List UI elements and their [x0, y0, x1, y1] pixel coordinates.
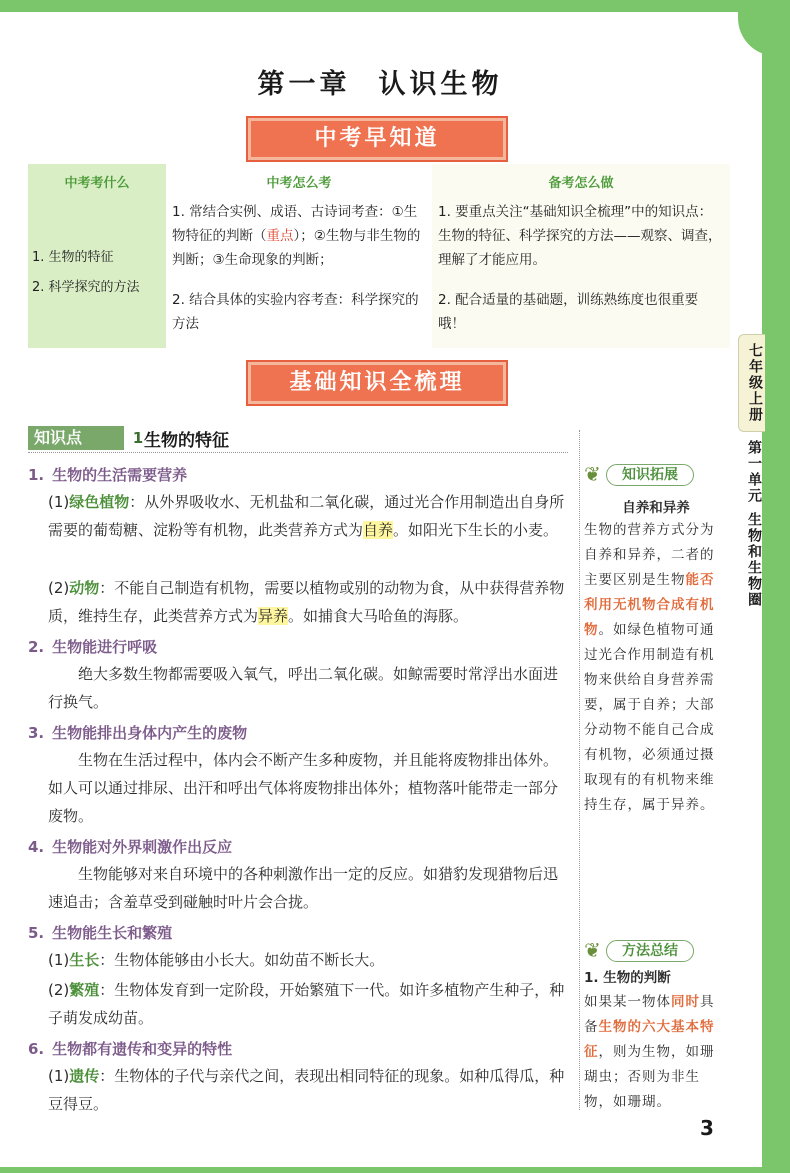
- section-paragraph: (1)生长：生物体能够由小长大。如幼苗不断长大。: [48, 951, 385, 969]
- exam-table: [28, 164, 730, 348]
- exam-how-2: 2. 结合具体的实验内容考查：科学探究的方法: [172, 292, 419, 332]
- review-banner: 基础知识全梳理: [248, 362, 506, 404]
- knowledge-point-tag: 知识点: [28, 426, 124, 450]
- sidebar-divider: [579, 430, 580, 1110]
- exam-what-item: 1. 生物的特征: [32, 250, 114, 265]
- section-paragraph: 绝大多数生物都需要吸入氧气，呼出二氧化碳。如鲸需要时常浮出水面进行换气。: [48, 665, 559, 711]
- unit-tab: 第一单元: [746, 440, 762, 504]
- highlight: 同时: [671, 994, 700, 1010]
- chapter-number: 第一章: [257, 69, 351, 100]
- highlight: 自养: [363, 521, 394, 539]
- page-number: 3: [700, 1116, 714, 1140]
- exam-prep-2: 2. 配合适量的基础题，训练熟练度也很重要哦！: [438, 292, 699, 332]
- section-heading: 2. 生物能进行呼吸: [28, 638, 158, 656]
- side-tab: [738, 334, 764, 608]
- exam-col-how: [166, 164, 433, 348]
- sidebar-title: 自养和异养: [622, 500, 690, 516]
- exam-header-what: 中考考什么: [64, 176, 130, 191]
- sidebar-text: 如果某一物体同时具备生物的六大基本特征，则为生物，如珊瑚虫；否则为非生物，如珊瑚。: [584, 994, 715, 1110]
- grade-tab: 七年级上册: [738, 334, 765, 432]
- leaf-mascot-icon: ❦: [584, 462, 601, 486]
- leaf-mascot-icon: ❦: [584, 938, 601, 962]
- section-heading: 4. 生物能对外界刺激作出反应: [28, 838, 233, 856]
- section-paragraph: (2)繁殖：生物体发育到一定阶段，开始繁殖下一代。如许多植物产生种子，种子萌发成幼苗。: [48, 981, 565, 1027]
- frame-bottom: [0, 1167, 790, 1173]
- chapter-name: 认识生物: [378, 69, 503, 100]
- knowledge-extension-badge: ❦ 知识拓展: [584, 462, 694, 488]
- section-heading: 5. 生物能生长和繁殖: [28, 924, 173, 942]
- section-paragraph: 生物能够对来自环境中的各种刺激作出一定的反应。如猎豹发现猎物后迅速追击；含羞草受到碰触时叶片会合拢。: [48, 865, 559, 911]
- section-paragraph: (1)遗传：生物体的子代与亲代之间，表现出相同特征的现象。如种瓜得瓜，种豆得豆。: [48, 1067, 565, 1113]
- highlight: 异养: [258, 607, 289, 625]
- knowledge-point-title: 生物的特征: [144, 431, 229, 451]
- section-heading: 1. 生物的生活需要营养: [28, 466, 188, 484]
- knowledge-point-number: 1: [128, 428, 148, 448]
- divider: [28, 452, 568, 453]
- exam-header-prep: 备考怎么做: [548, 176, 614, 191]
- frame-right: [762, 0, 790, 1173]
- unit-name-tab: 生物和生物圈: [746, 512, 762, 608]
- section-heading: 3. 生物能排出身体内产生的废物: [28, 724, 248, 742]
- highlight: 生物的六大基本特征: [584, 1019, 715, 1060]
- exam-what-item: 2. 科学探究的方法: [32, 280, 140, 295]
- highlight: 能否利用无机物合成有机物: [584, 572, 715, 638]
- exam-banner: 中考早知道: [248, 118, 506, 160]
- exam-col-what: [28, 164, 166, 348]
- sidebar-text: 生物的营养方式分为自养和异养，二者的主要区别是生物能否利用无机物合成有机物。如绿色植物可通过光合作用制造有机物来供给自身营养需要，属于自养；大部分动物不能自己合成有机物，必须通过摄取现有的有机物来维持生存，属于异养。: [584, 522, 715, 813]
- sidebar-subtitle: 1. 生物的判断: [584, 970, 671, 986]
- exam-col-prep: [432, 164, 730, 348]
- method-summary-badge: ❦ 方法总结: [584, 938, 694, 964]
- section-paragraph: (1)绿色植物：从外界吸收水、无机盐和二氧化碳，通过光合作用制造出自身所需要的葡萄糖、淀粉等有机物，此类营养方式为自养。如阳光下生长的小麦。: [48, 493, 565, 539]
- key-point-mark: 重点: [266, 228, 294, 244]
- section-heading: 6. 生物都有遗传和变异的特性: [28, 1040, 233, 1058]
- exam-header-how: 中考怎么考: [266, 176, 332, 191]
- chapter-title: [0, 62, 760, 101]
- exam-how-1: 1. 常结合实例、成语、古诗词考查：①生物特征的判断（重点）；②生物与非生物的判断；③生命现象的判断；: [172, 204, 421, 268]
- exam-prep-1: 1. 要重点关注“基础知识全梳理”中的知识点：生物的特征、科学探究的方法——观察、调查，理解了才能应用。: [438, 204, 722, 268]
- section-paragraph: 生物在生活过程中，体内会不断产生多种废物，并且能将废物排出体外。如人可以通过排尿、出汗和呼出气体将废物排出体外；植物落叶能带走一部分废物。: [48, 751, 559, 825]
- frame-top: [0, 0, 790, 12]
- section-paragraph: (2)动物：不能自己制造有机物，需要以植物或别的动物为食，从中获得营养物质，维持生存，此类营养方式为异养。如捕食大马哈鱼的海豚。: [48, 579, 565, 625]
